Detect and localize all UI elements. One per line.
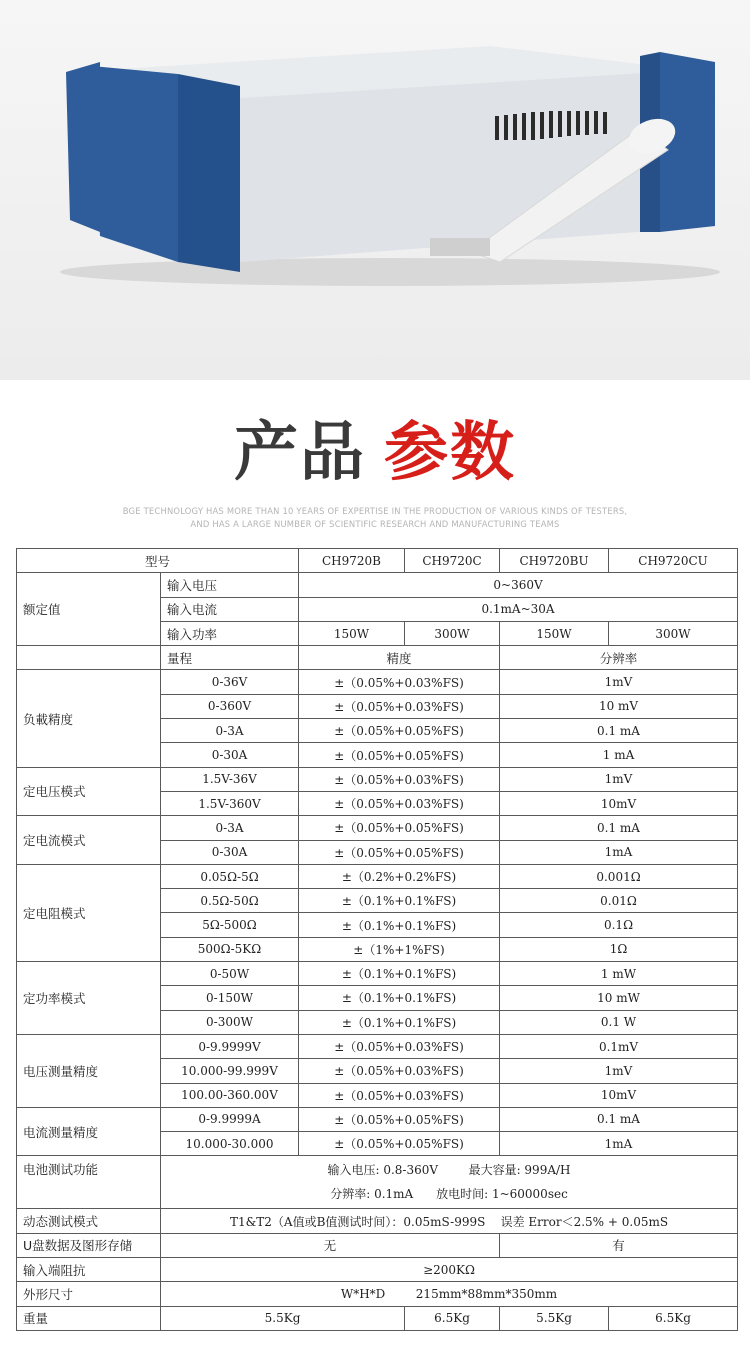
table-row	[17, 1233, 738, 1257]
title-part-2: 参数	[384, 416, 516, 490]
range-cell: 0-300W	[161, 1010, 299, 1034]
range-cell: 0-36V	[161, 670, 299, 694]
accuracy-cell: ±（0.05%+0.03%FS)	[299, 1034, 500, 1058]
usb-no: 无	[161, 1233, 500, 1257]
product-photo	[0, 0, 750, 380]
dimension-value: W*H*D 215mm*88mm*350mm	[161, 1282, 738, 1306]
range-cell: 0-50W	[161, 962, 299, 986]
electronic-load-device-image	[0, 0, 750, 380]
range-cell: 10.000-30.000	[161, 1132, 299, 1156]
sub-label: 输入电流	[161, 597, 299, 621]
range-cell: 0-9.9999A	[161, 1107, 299, 1131]
value-cell: 150W	[500, 621, 609, 645]
subtitle-line-1: BGE TECHNOLOGY HAS MORE THAN 10 YEARS OF EXPERTISE IN THE PRODUCTION OF VARIOUS KINDS OF TESTERS,	[122, 506, 628, 516]
accuracy-cell: ±（0.05%+0.03%FS)	[299, 1059, 500, 1083]
range-cell: 0.05Ω-5Ω	[161, 864, 299, 888]
accuracy-cell: ±（0.05%+0.05%FS)	[299, 719, 500, 743]
battery-line-1: 输入电压: 0.8-360V 最大容量: 999A/H	[327, 1163, 571, 1178]
range-cell: 0-360V	[161, 694, 299, 718]
accuracy-cell: ±（0.05%+0.05%FS)	[299, 743, 500, 767]
table-row	[17, 549, 738, 573]
range-cell: 0-3A	[161, 719, 299, 743]
cv-label: 定电压模式	[17, 767, 161, 816]
resolution-cell: 10mV	[500, 1083, 738, 1107]
battery-label: 电池测试功能	[17, 1156, 161, 1209]
resolution-cell: 1mA	[500, 840, 738, 864]
accuracy-cell: ±（0.1%+0.1%FS)	[299, 913, 500, 937]
resolution-cell: 0.1Ω	[500, 913, 738, 937]
accuracy-cell: ±（0.1%+0.1%FS)	[299, 889, 500, 913]
accuracy-cell: ±（0.1%+0.1%FS)	[299, 962, 500, 986]
usb-yes: 有	[500, 1233, 738, 1257]
accuracy-cell: ±（0.05%+0.05%FS)	[299, 840, 500, 864]
value-cell: 0~360V	[299, 573, 738, 597]
weight-cell: 5.5Kg	[161, 1306, 405, 1330]
accuracy-cell: ±（0.05%+0.05%FS)	[299, 1107, 500, 1131]
model-header: 型号	[17, 549, 299, 573]
usb-label: U盘数据及图形存储	[17, 1233, 161, 1257]
accuracy-cell: ±（0.05%+0.03%FS)	[299, 767, 500, 791]
cp-label: 定功率模式	[17, 962, 161, 1035]
accuracy-cell: ±（0.05%+0.05%FS)	[299, 816, 500, 840]
resolution-cell: 0.1 W	[500, 1010, 738, 1034]
value-cell: 300W	[405, 621, 500, 645]
range-cell: 1.5V-360V	[161, 791, 299, 815]
title-part-1: 产品	[234, 416, 366, 490]
load-label: 负載精度	[17, 670, 161, 767]
resolution-cell: 1Ω	[500, 937, 738, 961]
resolution-cell: 1 mW	[500, 962, 738, 986]
imeas-label: 电流测量精度	[17, 1107, 161, 1156]
range-cell: 0-3A	[161, 816, 299, 840]
weight-cell: 5.5Kg	[500, 1306, 609, 1330]
accuracy-header: 精度	[299, 646, 500, 670]
table-row	[17, 864, 738, 888]
dimension-label: 外形尺寸	[17, 1282, 161, 1306]
value-cell: 150W	[299, 621, 405, 645]
range-cell: 0-9.9999V	[161, 1034, 299, 1058]
dynamic-value: T1&T2（A值或B值测试时间）：0.05mS-999S 误差 Error＜2.5% + 0.05mS	[161, 1209, 738, 1233]
value-cell: 300W	[609, 621, 738, 645]
model-cell: CH9720BU	[500, 549, 609, 573]
impedance-label: 输入端阻抗	[17, 1258, 161, 1282]
resolution-cell: 1mV	[500, 767, 738, 791]
battery-line-2: 分辨率: 0.1mA 放电时间: 1~60000sec	[330, 1187, 568, 1202]
battery-cell	[161, 1156, 738, 1209]
resolution-header: 分辨率	[500, 646, 738, 670]
resolution-cell: 1mA	[500, 1132, 738, 1156]
table-row	[17, 1306, 738, 1330]
table-row	[17, 816, 738, 840]
range-cell: 10.000-99.999V	[161, 1059, 299, 1083]
value-cell: 0.1mA~30A	[299, 597, 738, 621]
impedance-value: ≥200KΩ	[161, 1258, 738, 1282]
sub-label: 输入功率	[161, 621, 299, 645]
rated-label: 额定值	[17, 573, 161, 646]
resolution-cell: 0.01Ω	[500, 889, 738, 913]
range-cell: 0-30A	[161, 840, 299, 864]
accuracy-cell: ±（0.05%+0.05%FS)	[299, 1132, 500, 1156]
table-row	[17, 670, 738, 694]
resolution-cell: 0.001Ω	[500, 864, 738, 888]
weight-cell: 6.5Kg	[405, 1306, 500, 1330]
cr-label: 定电阻模式	[17, 864, 161, 961]
table-row	[17, 767, 738, 791]
resolution-cell: 0.1 mA	[500, 719, 738, 743]
resolution-cell: 1 mA	[500, 743, 738, 767]
accuracy-cell: ±（1%+1%FS)	[299, 937, 500, 961]
table-row	[17, 1034, 738, 1058]
resolution-cell: 1mV	[500, 1059, 738, 1083]
sub-label: 输入电压	[161, 573, 299, 597]
range-cell: 0.5Ω-50Ω	[161, 889, 299, 913]
resolution-cell: 0.1 mA	[500, 1107, 738, 1131]
accuracy-cell: ±（0.1%+0.1%FS)	[299, 986, 500, 1010]
accuracy-cell: ±（0.2%+0.2%FS)	[299, 864, 500, 888]
model-cell: CH9720C	[405, 549, 500, 573]
spec-table	[16, 548, 738, 1331]
resolution-cell: 0.1 mA	[500, 816, 738, 840]
empty-cell	[17, 646, 161, 670]
model-cell: CH9720B	[299, 549, 405, 573]
vmeas-label: 电压测量精度	[17, 1034, 161, 1107]
section-title	[0, 418, 750, 488]
cc-label: 定电流模式	[17, 816, 161, 865]
accuracy-cell: ±（0.05%+0.03%FS)	[299, 1083, 500, 1107]
table-row	[17, 1107, 738, 1131]
range-cell: 1.5V-36V	[161, 767, 299, 791]
table-row	[17, 1156, 738, 1209]
resolution-cell: 10mV	[500, 791, 738, 815]
accuracy-cell: ±（0.05%+0.03%FS)	[299, 670, 500, 694]
resolution-cell: 1mV	[500, 670, 738, 694]
range-cell: 500Ω-5KΩ	[161, 937, 299, 961]
table-row	[17, 1258, 738, 1282]
accuracy-cell: ±（0.1%+0.1%FS)	[299, 1010, 500, 1034]
range-cell: 0-150W	[161, 986, 299, 1010]
subtitle-line-2: AND HAS A LARGE NUMBER OF SCIENTIFIC RESEARCH AND MANUFACTURING TEAMS	[190, 519, 560, 529]
range-header: 量程	[161, 646, 299, 670]
range-cell: 5Ω-500Ω	[161, 913, 299, 937]
model-cell: CH9720CU	[609, 549, 738, 573]
range-cell: 0-30A	[161, 743, 299, 767]
resolution-cell: 10 mW	[500, 986, 738, 1010]
weight-cell: 6.5Kg	[609, 1306, 738, 1330]
resolution-cell: 10 mV	[500, 694, 738, 718]
resolution-cell: 0.1mV	[500, 1034, 738, 1058]
table-row	[17, 962, 738, 986]
dynamic-label: 动态测试模式	[17, 1209, 161, 1233]
weight-label: 重量	[17, 1306, 161, 1330]
range-cell: 100.00-360.00V	[161, 1083, 299, 1107]
accuracy-cell: ±（0.05%+0.03%FS)	[299, 694, 500, 718]
table-row	[17, 646, 738, 670]
table-row	[17, 1282, 738, 1306]
table-row	[17, 1209, 738, 1233]
accuracy-cell: ±（0.05%+0.03%FS)	[299, 791, 500, 815]
table-row	[17, 573, 738, 597]
